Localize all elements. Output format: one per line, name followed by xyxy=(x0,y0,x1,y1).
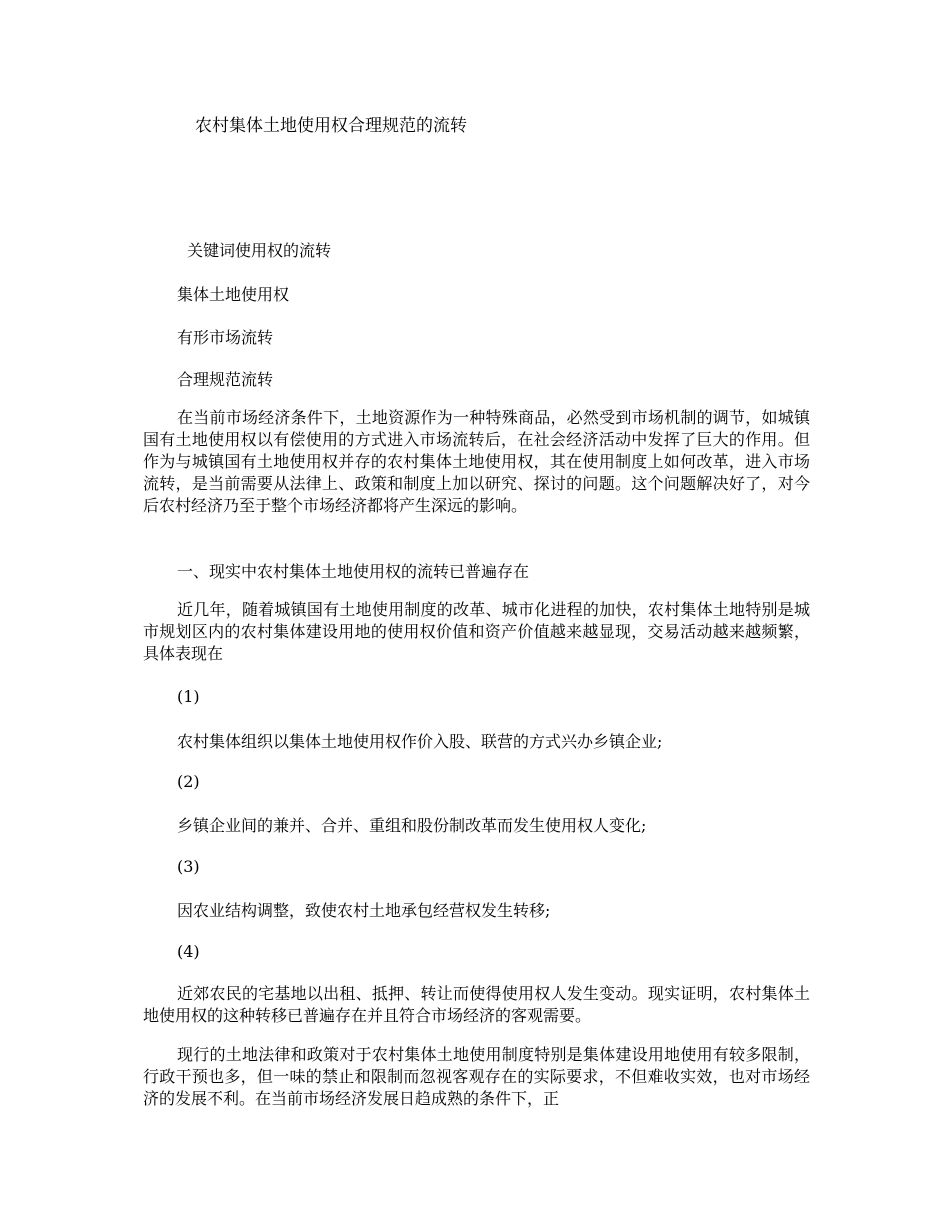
section-heading: 一、现实中农村集体土地使用权的流转已普遍存在 xyxy=(177,562,530,581)
list-item: 乡镇企业间的兼并、合并、重组和股份制改革而发生使用权人变化; xyxy=(177,816,647,835)
list-item: 因农业结构调整，致使农村土地承包经营权发生转移; xyxy=(177,901,551,920)
document-title: 农村集体土地使用权合理规范的流转 xyxy=(195,116,467,136)
list-marker: (2) xyxy=(177,772,200,791)
keyword-item: 合理规范流转 xyxy=(177,370,274,389)
keywords-line: 关键词使用权的流转 xyxy=(187,241,332,260)
list-item: 农村集体组织以集体土地使用权作价入股、联营的方式兴办乡镇企业; xyxy=(177,732,663,751)
keyword-item: 有形市场流转 xyxy=(177,328,274,347)
list-marker: (1) xyxy=(177,687,200,706)
keyword-item: 集体土地使用权 xyxy=(177,285,290,304)
list-marker: (4) xyxy=(177,942,200,961)
list-marker: (3) xyxy=(177,857,200,876)
body-paragraph: 现行的土地法律和政策对于农村集体土地使用制度特别是集体建设用地使用有较多限制，行政干预也多，但一味的禁止和限制而忽视客观存在的实际要求，不但难收实效，也对市场经济的发展不利。在当前市场经济发展日趋成熟的条件下，正 xyxy=(143,1045,810,1108)
body-paragraph: 近几年，随着城镇国有土地使用制度的改革、城市化进程的加快，农村集体土地特别是城市规划区内的农村集体建设用地的使用权价值和资产价值越来越显现，交易活动越来越频繁，具体表现在 xyxy=(143,600,810,663)
body-paragraph: 近郊农民的宅基地以出租、抵押、转让而使得使用权人发生变动。现实证明，农村集体土地使用权的这种转移已普遍存在并且符合市场经济的客观需要。 xyxy=(143,984,810,1025)
intro-paragraph: 在当前市场经济条件下，土地资源作为一种特殊商品，必然受到市场机制的调节，如城镇国有土地使用权以有偿使用的方式进入市场流转后，在社会经济活动中发挥了巨大的作用。但作为与城镇国有土地使用权并存的农村集体土地使用权，其在使用制度上如何改革，进入市场流转，是当前需要从法律上、政策和制度上加以研究、探讨的问题。这个问题解决好了，对今后农村经济乃至于整个市场经济都将产生深远的影响。 xyxy=(143,408,810,515)
